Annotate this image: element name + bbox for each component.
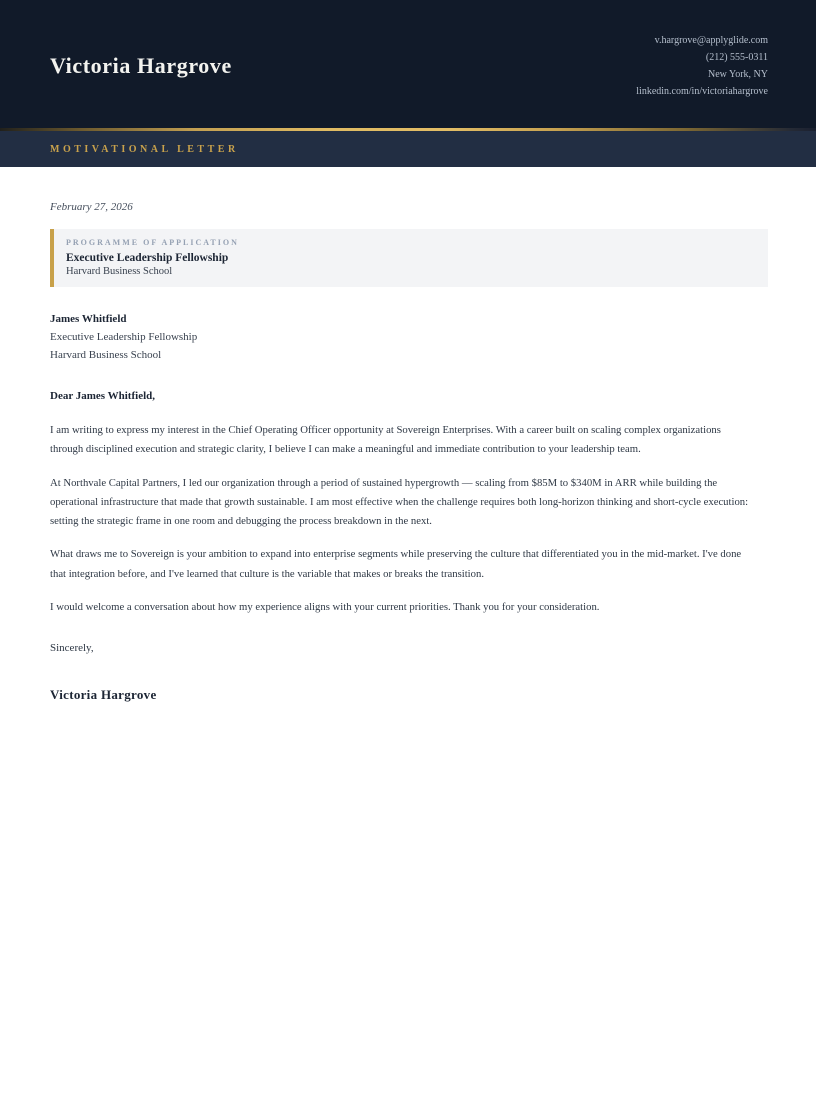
section-title: MOTIVATIONAL LETTER [50, 143, 239, 155]
contact-email: v.hargrove@applyglide.com [654, 35, 768, 46]
contact-location: New York, NY [707, 69, 768, 80]
recipient-block [50, 310, 768, 364]
body-paragraph: I would welcome a conversation about how my experience aligns with your current priorities. Thank you for your consideration. [50, 601, 600, 614]
recipient-role: Executive Leadership Fellowship [50, 331, 198, 343]
letter-header [0, 0, 816, 128]
contact-phone: (212) 555-0311 [705, 52, 768, 63]
contact-linkedin: linkedin.com/in/victoriahargrove [636, 86, 768, 97]
signature-name: Victoria Hargrove [50, 687, 157, 703]
body-paragraph: I am writing to express my interest in the Chief Operating Officer opportunity at Sovereign Enterprises. With a career built on scaling complex organizations through disciplined execution and strategic clarity, I believe I can make a meaningful and immediate contribution to your leadership team. [50, 424, 721, 456]
recipient-name: James Whitfield [50, 313, 127, 325]
letter-date: February 27, 2026 [50, 201, 133, 213]
salutation: Dear James Whitfield, [50, 390, 155, 402]
programme-title: Executive Leadership Fellowship [66, 252, 229, 264]
recipient-institution: Harvard Business School [50, 349, 162, 361]
contact-info [636, 32, 768, 100]
closing: Sincerely, [50, 642, 94, 655]
programme-eyebrow: PROGRAMME OF APPLICATION [66, 238, 239, 247]
body-paragraph: At Northvale Capital Partners, I led our organization through a period of sustained hypergrowth — scaling from $85M to $340M in ARR while building the operational infrastructure that made that growth sustainable. I am most effective when the challenge requires both long-horizon thinking and short-cycle execution: setting the strategic frame in one room and debugging the process breakdown in the next. [50, 476, 749, 528]
programme-institution: Harvard Business School [66, 266, 173, 277]
body-paragraph: What draws me to Sovereign is your ambition to expand into enterprise segments while preserving the culture that differentiated you in the mid-market. I've done that integration before, and I've learned that culture is the variable that makes or breaks the transition. [50, 548, 742, 580]
applicant-name: Victoria Hargrove [50, 53, 232, 78]
section-banner [0, 131, 816, 167]
programme-box [50, 229, 768, 287]
letter-body [0, 167, 816, 703]
